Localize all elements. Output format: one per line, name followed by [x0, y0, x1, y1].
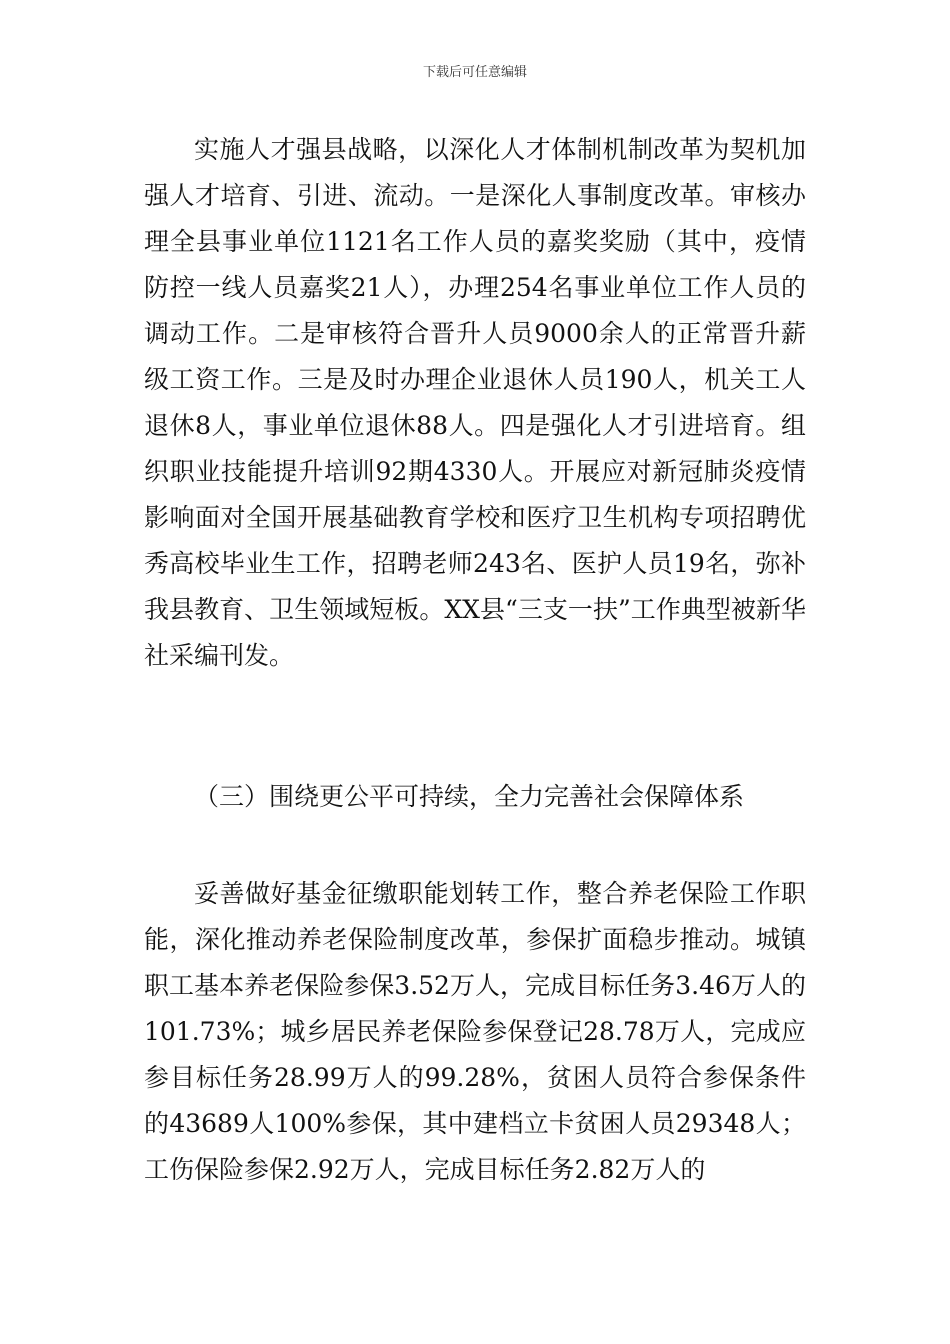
section-heading: （三）围绕更公平可持续，全力完善社会保障体系 [194, 782, 745, 811]
paragraph-text: 实施人才强县战略，以深化人才体制机制改革为契机加强人才培育、引进、流动。一是深化人事制度改革。审核办理全县事业单位1121名工作人员的嘉奖奖励（其中，疫情防控一线人员嘉奖21人），办理254名事业单位工作人员的调动工作。二是审核符合晋升人员9000余人的正常晋升薪级工资工作。三是及时办理企业退休人员190人，机关工人退休8人，事业单位退休88人。四是强化人才引进培育。组织职业技能提升培训92期4330人。开展应对新冠肺炎疫情影响面对全国开展基础教育学校和医疗卫生机构专项招聘优秀高校毕业生工作，招聘老师243名、医护人员19名，弥补我县教育、卫生领域短板。XX县“三支一扶”工作典型被新华社采编刊发。 [144, 135, 806, 670]
paragraph-social-security [144, 871, 806, 1193]
page-header: 下载后可任意编辑 [422, 65, 527, 80]
paragraph-text: 妥善做好基金征缴职能划转工作，整合养老保险工作职能，深化推动养老保险制度改革，参保扩面稳步推动。城镇职工基本养老保险参保3.52万人，完成目标任务3.46万人的101.73%；城乡居民养老保险参保登记28.78万人，完成应参目标任务28.99万人的99.28%，贫困人员符合参保条件的43689人100%参保，其中建档立卡贫困人员29348人；工伤保险参保2.92万人，完成目标任务2.82万人的 [144, 879, 806, 1184]
paragraph-talent-strategy [144, 127, 806, 679]
